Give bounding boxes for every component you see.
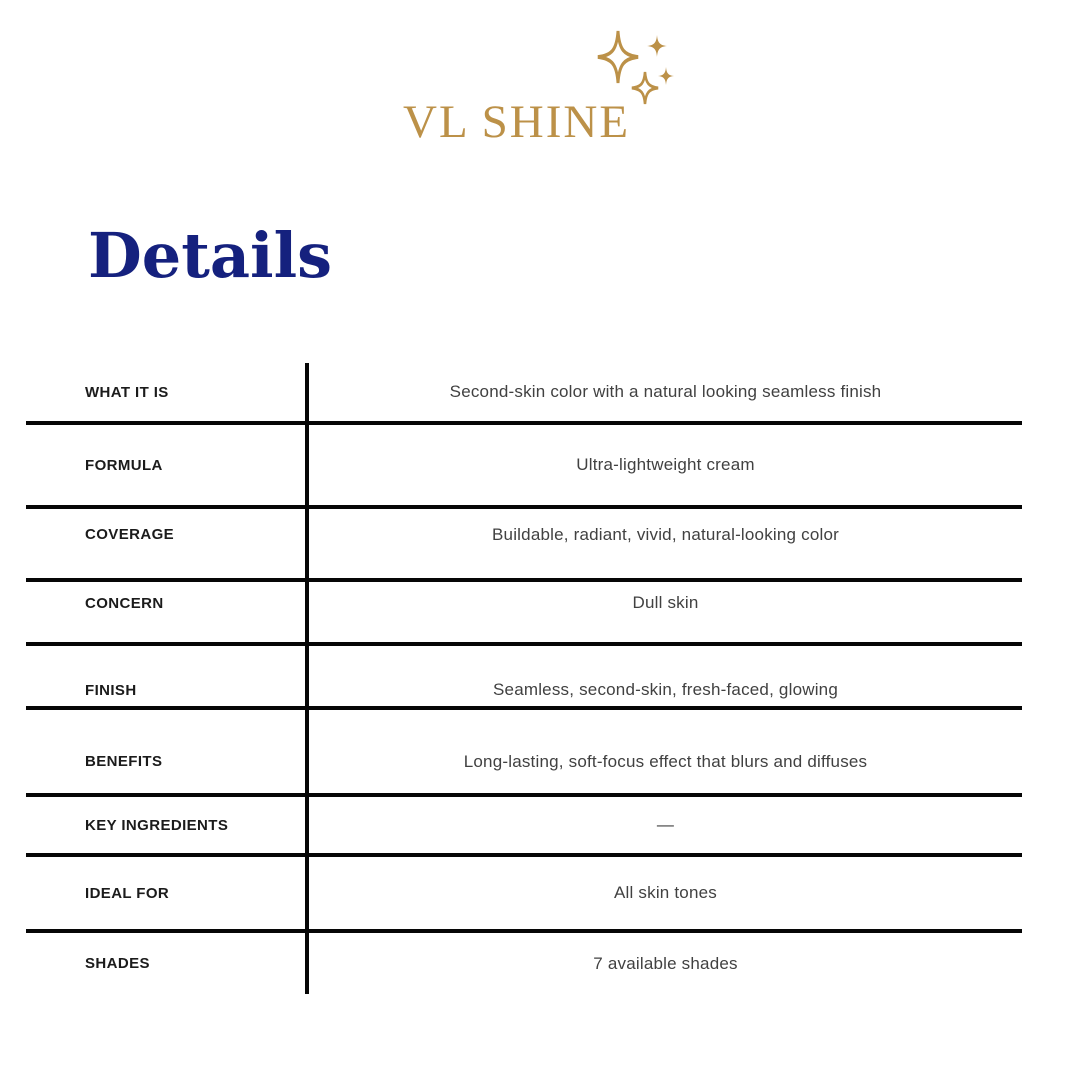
row-label: FINISH: [85, 681, 137, 699]
sparkle-icon: [631, 71, 659, 105]
table-row: [26, 425, 1022, 509]
brand-name: VL SHINE: [403, 96, 631, 148]
row-value: 7 available shades: [593, 953, 738, 973]
row-value: Second-skin color with a natural looking seamless finish: [449, 382, 882, 401]
row-value: —: [656, 815, 675, 834]
details-table: [26, 363, 1022, 994]
sparkle-icon: [647, 35, 667, 57]
row-label: FORMULA: [85, 456, 163, 474]
row-value: Dull skin: [632, 593, 699, 612]
table-row: [26, 363, 1022, 425]
table-row: [26, 646, 1022, 710]
row-label: KEY INGREDIENTS: [85, 816, 229, 834]
sparkle-icon: [658, 67, 674, 85]
row-value: Ultra-lightweight cream: [576, 455, 755, 474]
table-row: [26, 710, 1022, 797]
page-title: Details: [88, 219, 333, 292]
row-label: BENEFITS: [85, 753, 163, 770]
row-value: Long-lasting, soft-focus effect that blurs and diffuses: [463, 751, 868, 771]
table-row: [26, 509, 1022, 582]
row-value: Seamless, second-skin, fresh-faced, glowing: [493, 680, 838, 699]
row-value: All skin tones: [614, 883, 717, 902]
row-label: SHADES: [85, 955, 150, 972]
row-value: Buildable, radiant, vivid, natural-looking color: [492, 524, 839, 544]
row-label: CONCERN: [85, 594, 164, 612]
row-label: COVERAGE: [85, 526, 175, 543]
table-row: [26, 582, 1022, 646]
row-label: IDEAL FOR: [85, 884, 170, 902]
table-row: [26, 933, 1022, 994]
table-row: [26, 797, 1022, 857]
table-row: [26, 857, 1022, 933]
row-label: WHAT IT IS: [85, 383, 169, 401]
